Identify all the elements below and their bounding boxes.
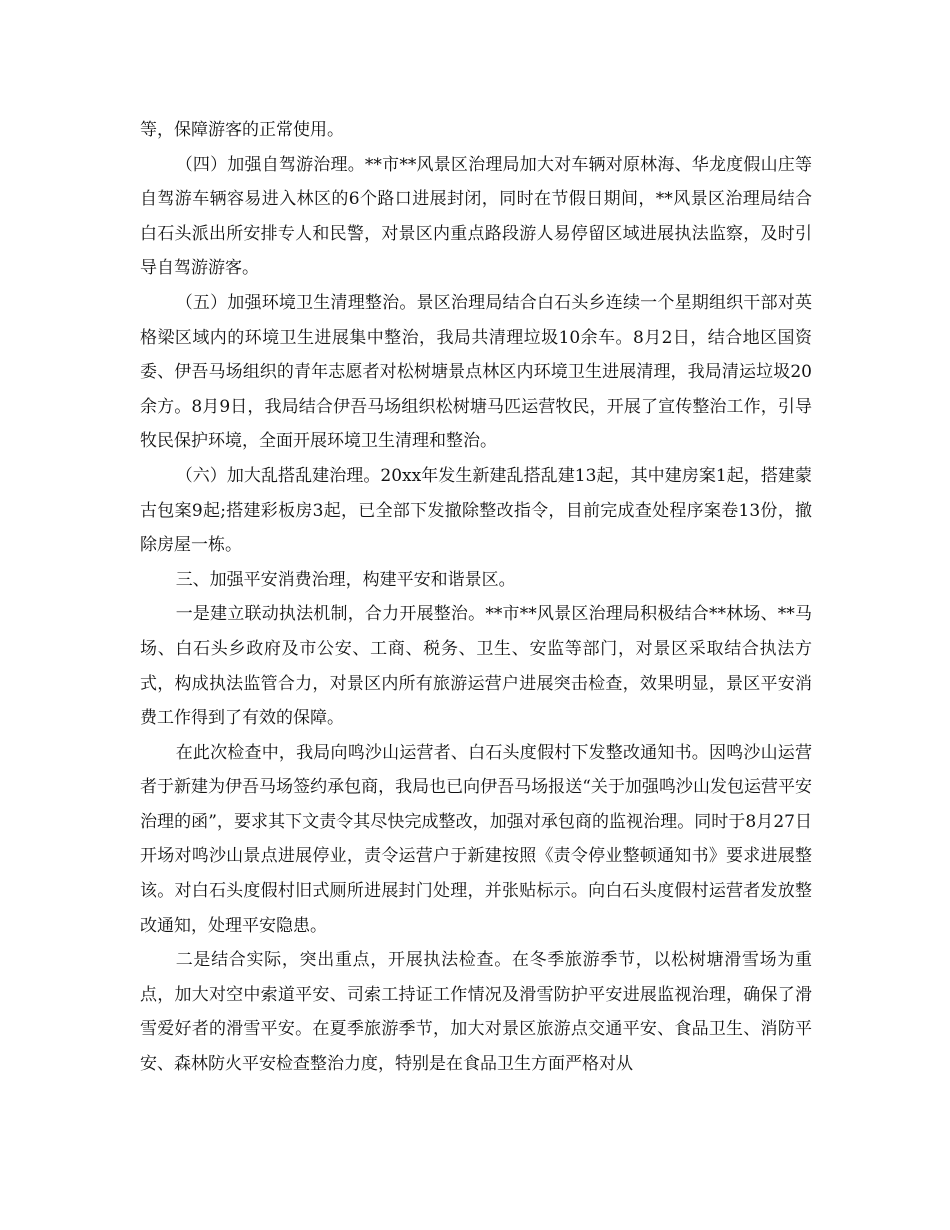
- document-body: [140, 113, 812, 1082]
- paragraph-continuation: 等，保障游客的正常使用。: [140, 120, 344, 140]
- paragraph-illegal-construction: （六）加大乱搭乱建治理。20xx年发生新建乱搭乱建13起，其中建房案1起，搭建蒙古包案9起;搭建彩板房3起，已全部下发撤除整改指令，目前完成查处程序案卷13份，撤除房屋一栋。: [140, 465, 812, 556]
- paragraph-focused-inspection: 二是结合实际，突出重点，开展执法检查。在冬季旅游季节，以松树塘滑雪场为重点，加大对空中索道平安、司索工持证工作情况及滑雪防护平安进展监视治理，确保了滑雪爱好者的滑雪平安。在夏季旅游季节，加大对景区旅游点交通平安、食品卫生、消防平安、森林防火平安检查整治力度，特别是在食品卫生方面严格对从: [140, 950, 812, 1075]
- section-heading-safety: 三、加强平安消费治理，构建平安和谐景区。: [175, 569, 516, 590]
- paragraph-environment-cleanup: （五）加强环境卫生清理整治。景区治理局结合白石头乡连续一个星期组织干部对英格梁区域内的环境卫生进展集中整治，我局共清理垃圾10余车。8月2日，结合地区国资委、伊吾马场组织的青年志愿者对松树塘景点林区内环境卫生进展清理，我局清运垃圾20余方。8月9日，我局结合伊吾马场组织松树塘马匹运营牧民，开展了宣传整治工作，引导牧民保护环境，全面开展环境卫生清理和整治。: [140, 292, 812, 452]
- paragraph-inspection-results: 在此次检查中，我局向鸣沙山运营者、白石头度假村下发整改通知书。因鸣沙山运营者于新建为伊吾马场签约承包商，我局也已向伊吾马场报送“关于加强鸣沙山发包运营平安治理的函”，要求其下文责令其尽快完成整改，加强对承包商的监视治理。同时于8月27日开场对鸣沙山景点进展停业，责令运营户于新建按照《责令停业整顿通知书》要求进展整该。对白石头度假村旧式厕所进展封门处理，并张贴标示。向白石头度假村运营者发放整改通知，处理平安隐患。: [140, 742, 812, 936]
- paragraph-self-driving-management: （四）加强自驾游治理。**市**风景区治理局加大对车辆对原林海、华龙度假山庄等自驾游车辆容易进入林区的6个路口进展封闭，同时在节假日期间，**风景区治理局结合白石头派出所安排专人和民警，对景区内重点路段游人易停留区域进展执法监察，及时引导自驾游游客。: [140, 154, 812, 279]
- paragraph-joint-enforcement: 一是建立联动执法机制，合力开展整治。**市**风景区治理局积极结合**林场、**马场、白石头乡政府及市公安、工商、税务、卫生、安监等部门，对景区采取结合执法方式，构成执法监管合力，对景区内所有旅游运营户进展突击检查，效果明显，景区平安消费工作得到了有效的保障。: [140, 604, 812, 729]
